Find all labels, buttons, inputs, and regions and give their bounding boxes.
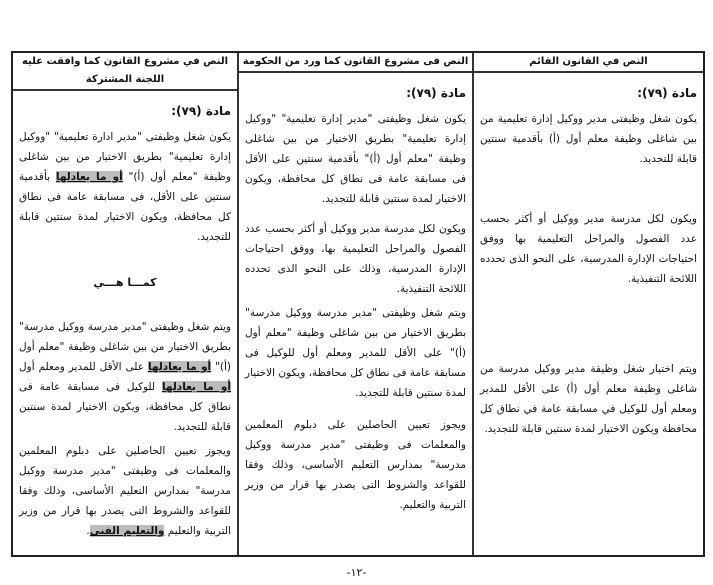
page-number: -١٢-: [346, 566, 367, 579]
text-segment: ويجوز تعيين الحاصلين على دبلوم المعلمين والمعلمات فى وظيفتى "مدير مدرسة ووكيل مدرسة" بمدارس التعليم الأساسى، وذلك وفقا للقواعد والشروط التى يصدر بها قرار من وزير التربية والتعليم: [19, 445, 231, 537]
text-segment: يكون شغل وظيفتى "مدير ادارة تعليمية" "ووكيل إدارة تعليمية" بطريق الاختيار من بين شاغلى وظيفة "معلم أول (أ)": [19, 131, 231, 183]
paragraph: [245, 109, 466, 209]
text-segment: ويكون لكل مدرسة مدير ووكيل أو أكثر بحسب عدد الفصول والمراحل التعليمية بها ووفق احتياجات الإدارة المدرسية، على النحو الذى تحدده اللائحة التنفيذية.: [480, 213, 697, 285]
column-current-law: [474, 53, 703, 555]
column-committee-text: [13, 53, 239, 555]
column-header: النص في مشروع القانون كما وافقت عليه اللجنة المشتركة: [13, 53, 237, 91]
text-segment: ويتم شغل وظيفتى "مدير مدرسة ووكيل مدرسة" بطريق الاختيار من بين شاغلى وظيفة "معلم أول (أ)": [19, 321, 232, 373]
text-segment: ويجوز تعيين الحاصلين على دبلوم المعلمين والمعلمات فى وظيفتى "مدير مدرسة ووكيل مدرسة" بمدارس التعليم الأساسى، وذلك وفقا للقواعد والشروط التى يصدر بها قرار من وزير التربية والتعليم.: [245, 419, 466, 511]
text-segment: مادة (٧٩):: [637, 86, 697, 100]
paragraph: [480, 359, 697, 439]
text-segment: ويتم شغل وظيفتى "مدير مدرسة ووكيل مدرسة" بطريق الاختيار من بين شاغلى وظيفة "معلم أول (أ)" على الأقل للمدير ومعلم أول للوكيل فى مسابقة عامة فى نطاق كل محافظة، ويكون الاختيار لمدة سنتين قابلة للتجديد.: [245, 307, 466, 399]
text-segment: يكون شغل وظيفتى مدير ووكيل إدارة تعليمية من بين شاغلى وظيفة معلم أول (أ) بأقدمية سنتين قابلة للتجديد.: [480, 113, 697, 165]
text-segment: للوكيل فى مسابقة عامة فى نطاق كل محافظة، ويكون الاختيار لمدة سنتين قابلة للتجديد.: [19, 381, 231, 433]
paragraph: [19, 127, 231, 247]
paragraph: [245, 415, 466, 515]
highlighted-amendment: أو ما يعادلها: [55, 171, 123, 183]
article-heading: [19, 101, 231, 121]
text-segment: يكون شغل وظيفتى "مدير إدارة تعليمية" "ووكيل إدارة تعليمية" بطريق الاختيار من بين شاغلى وظيفة "معلم أول (أ)" بأقدمية سنتين على الأقل فى مسابقة عامة فى نطاق كل محافظة، ويكون الاختيار لمدة سنتين قابلة للتجديد.: [245, 113, 466, 205]
column-government-text: [239, 53, 474, 555]
paragraph: [245, 219, 466, 299]
paragraph: [245, 303, 466, 403]
comparison-table: [11, 51, 705, 557]
column-header: النص في القانون القائم: [474, 53, 703, 73]
text-segment: على الأقل للمدير ومعلم أول: [19, 361, 148, 373]
text-segment: ويتم اختيار شغل وظيفة مدير ووكيل مدرسة من شاغلى وظيفة معلم أول (أ) على الأقل للمدير ومعلم أول للوكيل في مسابقة عامة في نطاق كل محافظة ويكون الاختيار لمدة سنتين قابلة للتجديد.: [480, 363, 697, 435]
text-segment: ويكون لكل مدرسة مدير ووكيل أو أكثر بحسب عدد الفصول والمراحل التعليمية بها، ووفق احتياجات الإدارة المدرسية، وذلك على النحو الذى تحدده اللائحة التنفيذية.: [245, 223, 466, 295]
highlighted-amendment: أو ما يعادلها: [161, 381, 231, 393]
paragraph: [19, 317, 231, 437]
text-segment: بأقدمية سنتين على الأقل، فى مسابقة عامة فى نطاق كل محافظة، ويكون الاختيار لمدة سنتين قابلة للتجديد.: [19, 171, 231, 243]
unchanged-note: [19, 273, 231, 293]
text-segment: مادة (٧٩):: [406, 86, 466, 100]
paragraph: [480, 209, 697, 289]
paragraph: [480, 109, 697, 169]
article-heading: [480, 83, 697, 103]
highlighted-amendment: أو ما يعادلها: [147, 361, 212, 373]
text-segment: كمـــا هـــي: [93, 276, 157, 289]
column-header: النص فى مشروع القانون كما ورد من الحكومة: [239, 53, 472, 73]
highlighted-amendment: والتعليم الفنى: [89, 525, 165, 537]
article-heading: [245, 83, 466, 103]
text-segment: مادة (٧٩):: [171, 104, 231, 118]
paragraph: [19, 441, 231, 541]
text-segment: .: [86, 525, 90, 537]
